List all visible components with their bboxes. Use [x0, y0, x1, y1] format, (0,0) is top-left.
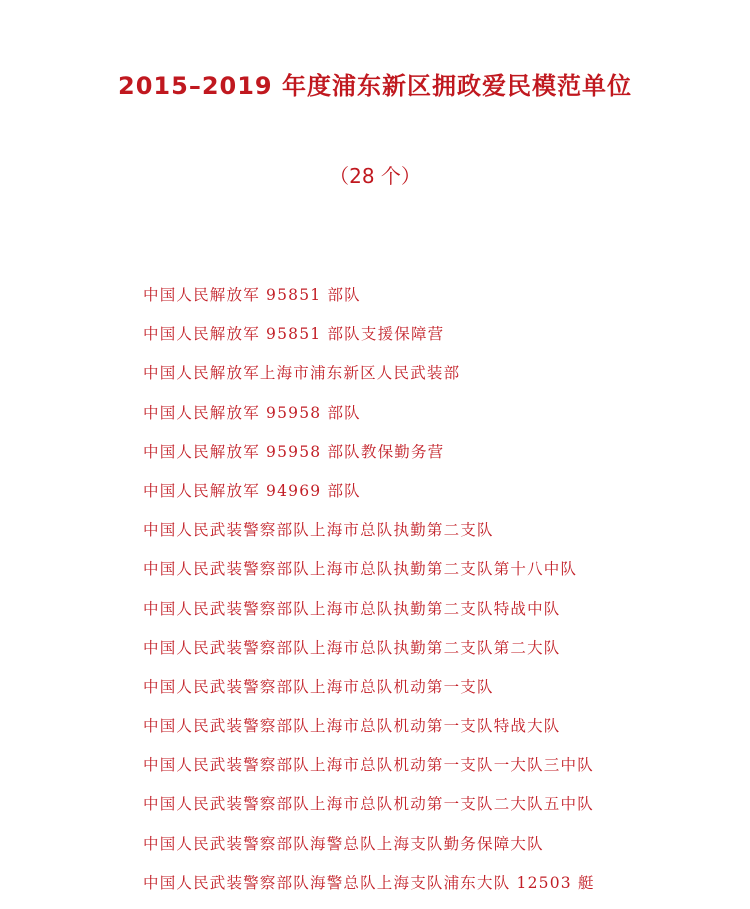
unit-count: （28 个）	[329, 164, 421, 188]
list-item: 中国人民武装警察部队上海市总队机动第一支队特战大队	[143, 717, 561, 736]
list-item: 中国人民武装警察部队上海市总队执勤第二支队	[143, 521, 494, 540]
unit-list	[143, 282, 595, 909]
list-item: 中国人民解放军上海市浦东新区人民武装部	[143, 364, 461, 383]
list-item: 中国人民武装警察部队海警总队上海支队浦东大队 12503 艇	[143, 873, 595, 892]
document-title: 2015–2019 年度浦东新区拥政爱民模范单位	[118, 72, 632, 100]
list-item: 中国人民武装警察部队上海市总队机动第一支队一大队三中队	[143, 756, 594, 775]
list-item: 中国人民武装警察部队上海市总队执勤第二支队第十八中队	[143, 560, 578, 579]
list-item: 中国人民武装警察部队上海市总队执勤第二支队特战中队	[143, 599, 561, 618]
list-item: 中国人民武装警察部队海警总队上海支队勤务保障大队	[143, 834, 544, 853]
list-item: 中国人民解放军 95851 部队支援保障营	[143, 325, 445, 344]
list-item: 中国人民武装警察部队上海市总队机动第一支队	[143, 677, 494, 696]
list-item: 中国人民解放军 94969 部队	[143, 481, 361, 500]
list-item: 中国人民武装警察部队上海市总队执勤第二支队第二大队	[143, 638, 561, 657]
list-item: 中国人民武装警察部队上海市总队机动第一支队二大队五中队	[143, 795, 594, 814]
list-item: 中国人民解放军 95958 部队	[143, 403, 361, 422]
list-item: 中国人民解放军 95958 部队教保勤务营	[143, 442, 445, 461]
list-item: 中国人民解放军 95851 部队	[143, 286, 361, 304]
